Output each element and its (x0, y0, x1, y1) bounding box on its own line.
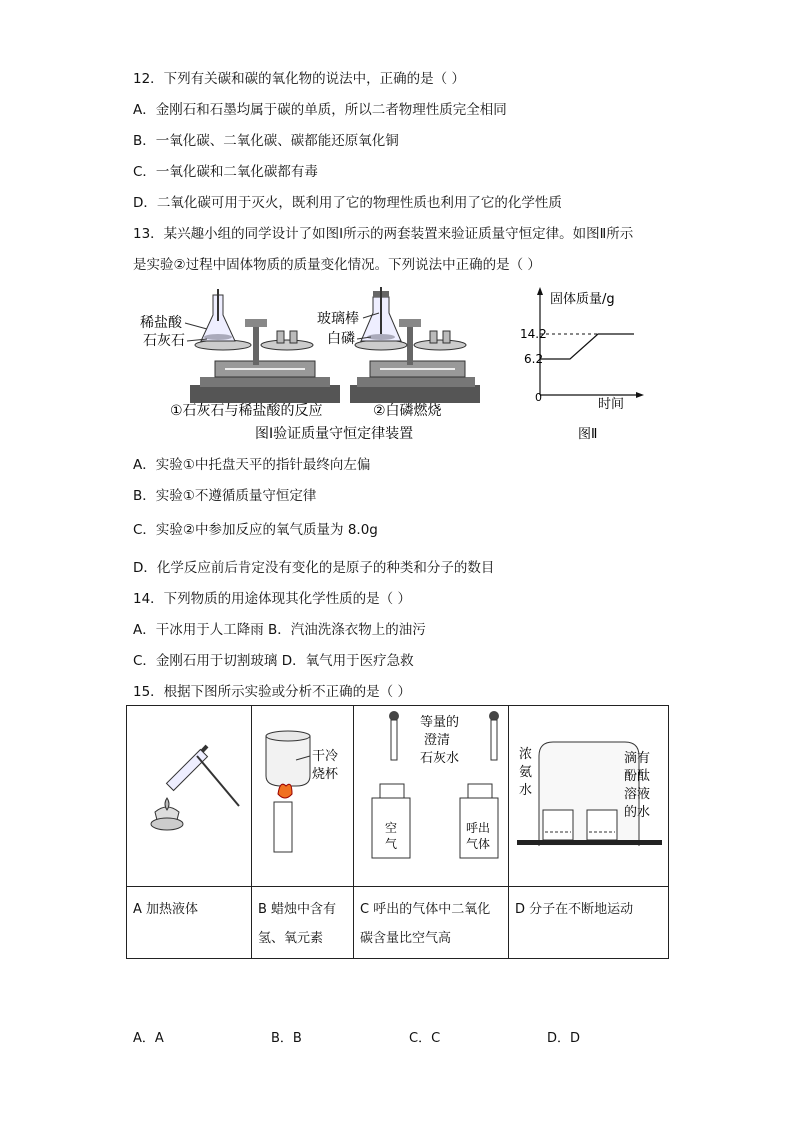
balance-2-illustration (350, 287, 480, 403)
cell-caption-c (354, 887, 509, 959)
cell-caption-a (127, 887, 252, 959)
ammonia-phenolphthalein-illustration (509, 706, 668, 882)
y-axis-label: 固体质量/g (550, 292, 615, 307)
heating-liquid-illustration (127, 706, 251, 882)
q12-option-b: B．一氧化碳、二氧化碳、碳都能还原氧化铜 (133, 133, 399, 149)
label-dilute-hcl: 稀盐酸 (140, 315, 182, 331)
tick-6-2: 6.2 (524, 352, 544, 366)
q15-answer-a: A．A (133, 1031, 164, 1046)
label-conc-1: 浓 (519, 747, 533, 762)
label-air-2: 气 (385, 837, 398, 851)
label-conc-3: 水 (519, 783, 533, 798)
caption-a: A 加热液体 (133, 902, 199, 917)
q15-stem: 15．根据下图所示实验或分析不正确的是（ ） (133, 684, 411, 700)
label-glass-rod: 玻璃棒 (317, 311, 359, 327)
caption-d: D 分子在不断地运动 (515, 902, 634, 917)
figure-2-caption: 图Ⅱ (578, 427, 598, 442)
caption-b-2: 氢、氧元素 (258, 931, 324, 946)
cell-image-b (252, 706, 354, 887)
q14-row-2: C．金刚石用于切割玻璃 D．氧气用于医疗急救 (133, 653, 414, 669)
figure-1-caption: 图Ⅰ验证质量守恒定律装置 (255, 426, 414, 442)
q15-answer-d: D．D (547, 1031, 581, 1046)
q13-option-d: D．化学反应前后肯定没有变化的是原子的种类和分子的数目 (133, 560, 495, 576)
label-white-phosphorus: 白磷 (327, 331, 355, 347)
q13-stem-1: 13．某兴趣小组的同学设计了如图Ⅰ所示的两套装置来验证质量守恒定律。如图Ⅱ所示 (133, 226, 634, 242)
q13-option-c: C．实验②中参加反应的氧气质量为 8.0g (133, 522, 378, 538)
q12-option-d: D．二氧化碳可用于灭火，既利用了它的物理性质也利用了它的化学性质 (133, 195, 562, 211)
q12-option-c: C．一氧化碳和二氧化碳都有毒 (133, 164, 318, 180)
caption-b-1: B 蜡烛中含有 (258, 902, 337, 917)
cell-caption-b (252, 887, 354, 959)
origin-label: 0 (535, 391, 542, 404)
label-drops-2: 酚酞 (624, 769, 651, 784)
label-drops-3: 溶液 (624, 787, 651, 802)
balance-1-illustration (190, 289, 340, 403)
figure-2-graph (520, 285, 650, 445)
label-conc-2: 氨 (519, 765, 533, 780)
label-dry-cold: 干冷 (312, 749, 339, 764)
caption-c-2: 碳含量比空气高 (360, 931, 452, 946)
label-drops-1: 滴有 (624, 751, 651, 766)
x-axis-label: 时间 (598, 397, 625, 412)
subcaption-1: ①石灰石与稀盐酸的反应 (170, 403, 323, 419)
experiment-table (126, 705, 669, 959)
q14-stem: 14．下列物质的用途体现其化学性质的是（ ） (133, 591, 411, 607)
label-exhaled-1: 呼出 (466, 821, 491, 835)
label-beaker: 烧杯 (312, 767, 339, 782)
q12-stem: 12．下列有关碳和碳的氧化物的说法中，正确的是（ ） (133, 71, 465, 87)
q15-answer-b: B．B (271, 1031, 302, 1046)
cell-image-c (354, 706, 509, 887)
label-exhaled-2: 气体 (466, 837, 491, 851)
q13-option-a: A．实验①中托盘天平的指针最终向左偏 (133, 457, 371, 473)
cell-image-a (127, 706, 252, 887)
q13-option-b: B．实验①不遵循质量守恒定律 (133, 488, 317, 504)
cell-image-d (509, 706, 669, 887)
q13-stem-2: 是实验②过程中固体物质的质量变化情况。下列说法中正确的是（ ） (133, 257, 541, 273)
q14-row-1: A．干冰用于人工降雨 B．汽油洗涤衣物上的油污 (133, 622, 426, 638)
tick-14-2: 14.2 (520, 327, 547, 341)
label-limestone: 石灰石 (143, 333, 185, 349)
limewater-bottles-illustration (354, 706, 508, 882)
q12-option-a: A．金刚石和石墨均属于碳的单质，所以二者物理性质完全相同 (133, 102, 507, 118)
cell-caption-d (509, 887, 669, 959)
label-air-1: 空 (385, 821, 398, 835)
mass-curve (540, 334, 634, 359)
candle-beaker-illustration (252, 706, 353, 882)
label-clear: 澄清 (424, 733, 451, 748)
label-limewater: 石灰水 (420, 751, 460, 766)
label-equal-amount: 等量的 (420, 715, 460, 730)
subcaption-2: ②白磷燃烧 (373, 403, 442, 419)
q15-answer-c: C．C (409, 1031, 441, 1046)
caption-c-1: C 呼出的气体中二氧化 (360, 902, 491, 917)
label-drops-4: 的水 (624, 805, 651, 820)
figure-1-balances (135, 285, 480, 445)
